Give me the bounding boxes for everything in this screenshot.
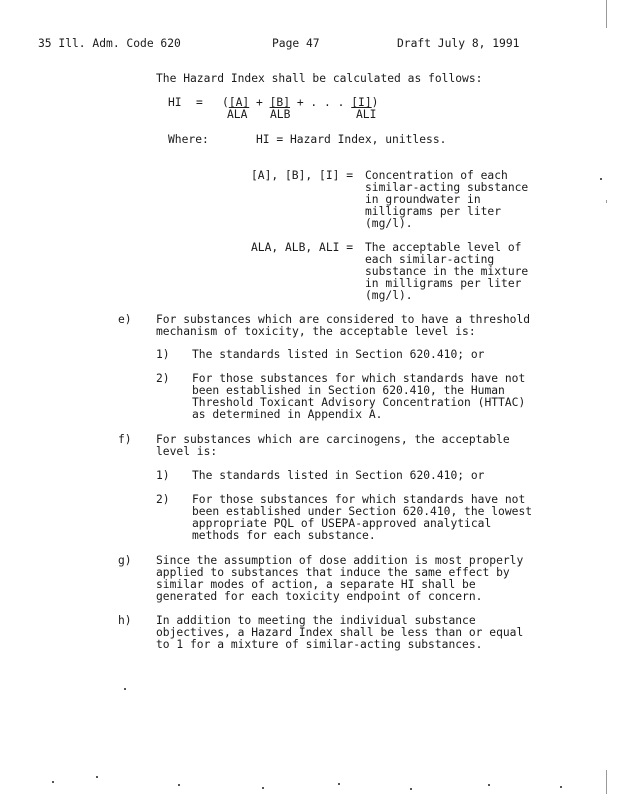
acceptable-level-definition bbox=[365, 242, 528, 302]
item-line: objectives, a Hazard Index shall be less than or equal bbox=[156, 626, 524, 639]
item-text bbox=[156, 434, 510, 458]
scan-speck bbox=[124, 688, 126, 690]
item-line: In addition to meeting the individual substance bbox=[156, 614, 476, 627]
formula-denominator-a: ALA bbox=[227, 108, 248, 121]
subitem-line: been established under Section 620.410, the lowest bbox=[192, 505, 533, 518]
item-label: h) bbox=[118, 614, 132, 627]
subitem-text bbox=[192, 494, 532, 542]
scan-speck bbox=[96, 776, 98, 778]
scan-edge-mark bbox=[606, 200, 607, 203]
subitem-text bbox=[192, 373, 525, 421]
subitem-line: as determined in Appendix A. bbox=[192, 408, 383, 421]
subitem-label: 2) bbox=[156, 372, 170, 385]
item-label: e) bbox=[118, 313, 132, 326]
where-label: Where: bbox=[168, 133, 209, 146]
item-text bbox=[156, 314, 530, 338]
definition-line: each similar-acting bbox=[365, 253, 495, 266]
intro-sentence: The Hazard Index shall be calculated as follows: bbox=[156, 72, 483, 85]
formula-lhs: HI bbox=[168, 96, 182, 109]
item-line: similar modes of action, a separate HI shall be bbox=[156, 578, 476, 591]
scan-speck bbox=[488, 784, 490, 786]
formula-denominator-i: ALI bbox=[356, 108, 377, 121]
scan-speck bbox=[600, 178, 602, 180]
item-line: For substances which are considered to have a threshold bbox=[156, 313, 531, 326]
item-line: mechanism of toxicity, the acceptable level is: bbox=[156, 325, 476, 338]
definition-line: Concentration of each bbox=[365, 169, 508, 182]
item-line: Since the assumption of dose addition is most properly bbox=[156, 554, 524, 567]
subitem-line: For those substances for which standards have not bbox=[192, 493, 526, 506]
formula-term-a: [A] bbox=[228, 96, 250, 109]
item-text bbox=[156, 555, 523, 603]
formula-term-i: [I] bbox=[351, 96, 372, 109]
scan-speck bbox=[560, 786, 562, 788]
concentration-term: [A], [B], [I] = bbox=[251, 169, 354, 182]
definition-line: (mg/l). bbox=[365, 217, 413, 230]
scan-speck bbox=[262, 787, 264, 789]
scan-speck bbox=[410, 788, 412, 790]
subitem-line: The standards listed in Section 620.410; or bbox=[192, 469, 485, 482]
definition-line: in milligrams per liter bbox=[365, 277, 522, 290]
header-page-number: Page 47 bbox=[272, 37, 320, 50]
definition-line: substance in the mixture bbox=[365, 265, 529, 278]
subitem-line: For those substances for which standards have not bbox=[192, 372, 526, 385]
item-line: For substances which are carcinogens, the acceptable bbox=[156, 433, 510, 446]
subitem-line: appropriate PQL of USEPA-approved analytical bbox=[192, 517, 492, 530]
item-text bbox=[156, 615, 523, 651]
hi-definition: HI = Hazard Index, unitless. bbox=[256, 133, 447, 146]
acceptable-level-term: ALA, ALB, ALI = bbox=[251, 241, 354, 254]
subitem-line: methods for each substance. bbox=[192, 529, 376, 542]
formula-plus-1: + bbox=[249, 96, 270, 109]
subitem-label: 2) bbox=[156, 493, 170, 506]
subitem-line: Threshold Toxicant Advisory Concentration (HTTAC) bbox=[192, 396, 526, 409]
item-label: f) bbox=[118, 433, 132, 446]
definition-line: in groundwater in bbox=[365, 193, 481, 206]
item-label: g) bbox=[118, 554, 132, 567]
subitem-label: 1) bbox=[156, 469, 170, 482]
item-line: to 1 for a mixture of similar-acting substances. bbox=[156, 638, 483, 651]
scan-edge-mark bbox=[606, 0, 607, 28]
scan-speck bbox=[338, 783, 340, 785]
header-draft-date: Draft July 8, 1991 bbox=[397, 37, 520, 50]
scan-speck bbox=[178, 784, 180, 786]
concentration-definition bbox=[365, 170, 528, 230]
scan-edge-mark bbox=[606, 770, 607, 794]
subitem-line: The standards listed in Section 620.410; or bbox=[192, 348, 485, 361]
definition-line: similar-acting substance bbox=[365, 181, 529, 194]
definition-line: The acceptable level of bbox=[365, 241, 522, 254]
scan-speck bbox=[52, 781, 54, 783]
formula-denominator-b: ALB bbox=[270, 108, 291, 121]
subitem-label: 1) bbox=[156, 348, 170, 361]
item-line: level is: bbox=[156, 445, 218, 458]
header-code: 35 Ill. Adm. Code 620 bbox=[38, 37, 181, 50]
formula-plus-ellipsis: + . . . bbox=[290, 96, 352, 109]
formula-close-paren: ) bbox=[371, 96, 379, 109]
formula-equals: = bbox=[196, 96, 203, 109]
formula-open-paren: ( bbox=[222, 96, 229, 109]
item-line: applied to substances that induce the same effect by bbox=[156, 566, 510, 579]
formula-term-b: [B] bbox=[269, 96, 291, 109]
item-line: generated for each toxicity endpoint of concern. bbox=[156, 590, 483, 603]
subitem-line: been established in Section 620.410, the Human bbox=[192, 384, 505, 397]
definition-line: milligrams per liter bbox=[365, 205, 502, 218]
definition-line: (mg/l). bbox=[365, 289, 413, 302]
